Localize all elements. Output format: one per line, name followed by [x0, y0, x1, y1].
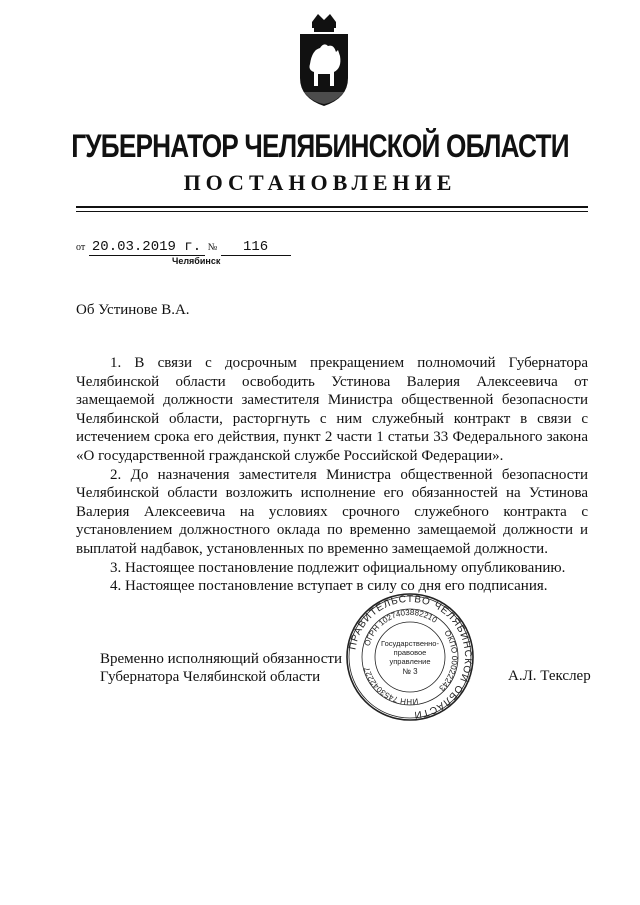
document-meta	[76, 238, 291, 256]
stamp-inn: ИНН 7453042227	[362, 666, 419, 707]
document-date: 20.03.2019 г.	[89, 239, 205, 256]
paragraph-2: 2. До назначения заместителя Министра общественной безопасности Челябинской области возложить исполнение его обязанностей на Устинова Валерия Алексеевича на условиях срочного служебного контракта с установлением должностного оклада по временно замещаемой должности и выплатой надбавок, установленных по временно замещаемой должности.	[76, 466, 588, 557]
document-number: 116	[221, 239, 291, 256]
signer-title	[100, 650, 342, 686]
paragraph-4: 4. Настоящее постановление вступает в силу со дня его подписания.	[110, 578, 548, 595]
from-label: от	[76, 242, 86, 253]
number-label: №	[207, 242, 218, 253]
document-subject: Об Устинове В.А.	[76, 302, 190, 318]
stamp-ogrn: ОГРН 1027403882210	[362, 607, 439, 648]
stamp-inner-line-2: правовое	[393, 648, 427, 657]
stamp-inner-line-4: № 3	[402, 667, 418, 676]
official-stamp	[345, 592, 475, 722]
stamp-outer-text: ПРАВИТЕЛЬСТВО ЧЕЛЯБИНСКОЙ ОБЛАСТИ	[347, 593, 474, 721]
issuer-title: ГУБЕРНАТОР ЧЕЛЯБИНСКОЙ ОБЛАСТИ	[71, 128, 569, 164]
signer-title-line-1: Временно исполняющий обязанности	[100, 651, 343, 667]
document-type: ПОСТАНОВЛЕНИЕ	[183, 170, 457, 195]
signer-title-line-2: Губернатора Челябинской области	[100, 669, 321, 685]
paragraph-1: 1. В связи с досрочным прекращением полномочий Губернатора Челябинской области освободить Устинова Валерия Алексеевича от замещаемой должности заместителя Министра общественной безопасности Челябинской области, расторгнуть с ним служебный контракт в связи с истечением срока его действия, пункт 2 части 1 статьи 33 Федерального закона «О государственной гражданской службе Российской Федерации».	[76, 355, 588, 464]
header-divider	[76, 206, 588, 208]
stamp-inner-line-1: Государственно-	[381, 639, 439, 648]
header-divider-thin	[76, 211, 588, 212]
stamp-inner-line-3: управление	[389, 657, 431, 666]
stamp-okpo: ОКПО 00022243	[437, 628, 460, 693]
coat-of-arms-emblem	[294, 12, 354, 108]
document-body	[76, 354, 588, 596]
signer-name: А.Л. Текслер	[508, 668, 591, 684]
document-place: Челябинск	[172, 256, 221, 266]
paragraph-3: 3. Настоящее постановление подлежит официальному опубликованию.	[110, 559, 566, 576]
